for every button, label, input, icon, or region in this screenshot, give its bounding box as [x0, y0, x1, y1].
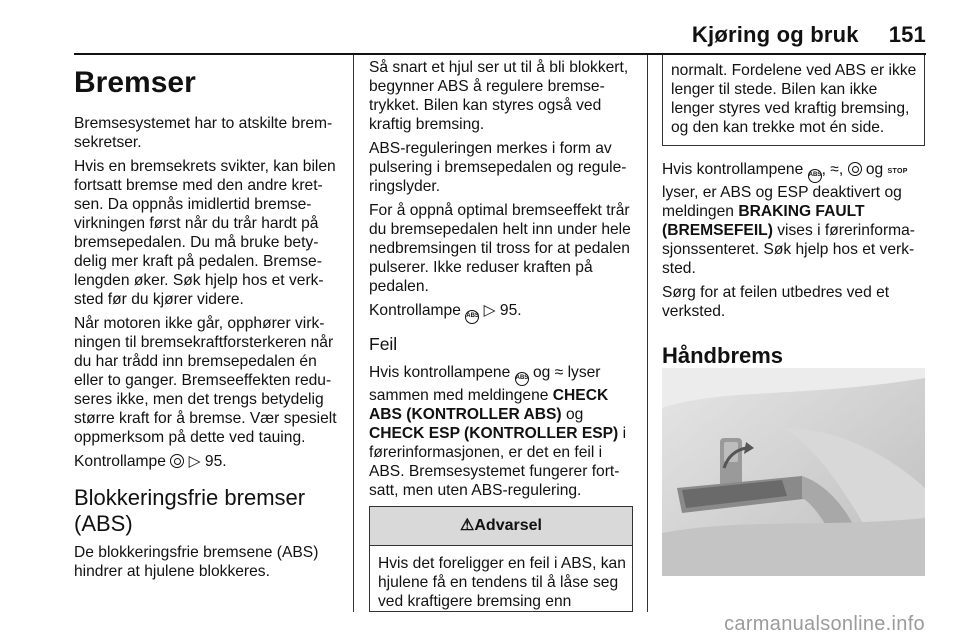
paragraph: De blokkeringsfrie bremsene (ABS) hindrer at hjulene blokkeres. [74, 544, 319, 580]
message-check-esp: CHECK ESP (KONTROLLER ESP) [369, 425, 619, 442]
text: lyser sammen med meldingene [369, 364, 601, 404]
message-braking-fault: BRAKING FAULT (BREMSEFEIL) [662, 203, 865, 239]
paragraph: Når motoren ikke går, opphører virk-ningen til bremsekraftforsterkeren når du har trådd inn bremsepedalen én eller to ganger. Bremseeffekten redu-seres ikke, men det trengs betydelig større kraft for å bremse. Vær spesielt oppmerksom på dette ved tauing. [74, 315, 337, 446]
column-divider-2 [647, 55, 648, 612]
control-lamp-reference [369, 301, 633, 324]
text: og [532, 364, 551, 381]
subsection-title-feil: Feil [369, 334, 398, 354]
section-title-abs: Blokkeringsfrie bremser (ABS) [74, 485, 306, 536]
abs-icon: ABS [808, 169, 822, 183]
message-check-abs: CHECK ABS (KONTROLLER ABS) [369, 387, 609, 423]
handbrake-illustration [662, 368, 925, 576]
esp-car-icon: ≈ [830, 161, 839, 178]
page-ref-arrow-icon[interactable]: ▷ [188, 453, 201, 470]
paragraph: Bremsesystemet har to atskilte brem-sekretser. [74, 115, 333, 151]
text: i førerinformasjonen, er det en feil i ABS. Bremsesystemet fungerer fort-satt, men uten ABS-regulering. [369, 425, 627, 499]
column-1 [74, 58, 342, 586]
handbrake-drawing [662, 368, 925, 576]
page-ref[interactable]: 95. [204, 453, 227, 470]
paragraph: Hvis kontrollampene ABS, ≈, og STOP lyser, er ABS og ESP deaktivert og meldingen BRAKING FAULT (BREMSEFEIL) vises i førerinforma-sjonssenteret. Søk hjelp hos et verk-sted. [662, 161, 915, 277]
text: Hvis kontrollampene [662, 161, 804, 178]
brake-warning-icon [170, 454, 184, 468]
paragraph: For å oppnå optimal bremseeffekt trår du bremsepedalen helt inn under hele nedbremsingen til tross for at pedalen pulserer. Ikke reduser kraften på pedalen. [369, 202, 631, 295]
warning-box-continued: normalt. Fordelene ved ABS er ikke lenger til stede. Bilen kan ikke lenger styres ved kraftig bremsing, og den kan trekke mot én side. [662, 55, 925, 146]
column-3 [662, 55, 925, 375]
warning-body: Hvis det foreligger en feil i ABS, kan hjulene få en tendens til å låse seg ved kraftigere bremsing enn [378, 555, 626, 610]
control-lamp-reference [74, 452, 342, 471]
paragraph: Sørg for at feilen utbedres ved et verksted. [662, 284, 890, 320]
warning-triangle-icon: ⚠ [460, 517, 475, 534]
brake-warning-icon [848, 162, 862, 176]
warning-box [369, 506, 633, 612]
paragraph: Så snart et hjul ser ut til å bli blokkert, begynner ABS å regulere bremse-trykket. Bilen kan styres også ved kraftig bremsing. [369, 59, 629, 133]
text: Hvis kontrollampene [369, 364, 511, 381]
stop-icon: STOP [887, 168, 908, 175]
section-title-handbrems: Håndbrems [662, 343, 784, 368]
running-header [692, 22, 926, 48]
page-ref-arrow-icon[interactable]: ▷ [483, 302, 496, 319]
section-title-bremser: Bremser [74, 66, 196, 99]
watermark: carmanualsonline.info [724, 613, 925, 635]
column-2 [369, 58, 633, 612]
ctrl-label: Kontrollampe [369, 302, 461, 319]
page-ref[interactable]: 95. [499, 302, 522, 319]
text: vises i førerinforma-sjonssenteret. Søk hjelp hos et verk-sted. [662, 222, 915, 277]
warning-header [370, 507, 632, 546]
warning-title: Advarsel [474, 517, 542, 534]
abs-icon: ABS [515, 372, 529, 386]
paragraph: Hvis en bremsekrets svikter, kan bilen fortsatt bremse med den andre kret-sen. Da oppnås imidlertid bremse-virkningen først når du trår hardt på bremsepedalen. Du må bruke bety-delig mer kraft på pedalen. Bremse-lengden øker. Søk hjelp hos et verk-sted før du kjører videre. [74, 158, 336, 308]
abs-icon: ABS [465, 310, 479, 324]
page-number: 151 [888, 22, 926, 47]
column-divider-1 [353, 55, 354, 612]
text: lyser, er ABS og ESP deaktivert og meldingen [662, 184, 902, 220]
ctrl-label: Kontrollampe [74, 453, 166, 470]
fault-paragraph [369, 363, 633, 500]
text: og [565, 406, 584, 423]
paragraph: ABS-reguleringen merkes i form av pulsering i bremsepedalen og regule-ringslyder. [369, 140, 627, 195]
header-title: Kjøring og bruk [691, 22, 859, 47]
esp-car-icon: ≈ [554, 364, 564, 381]
